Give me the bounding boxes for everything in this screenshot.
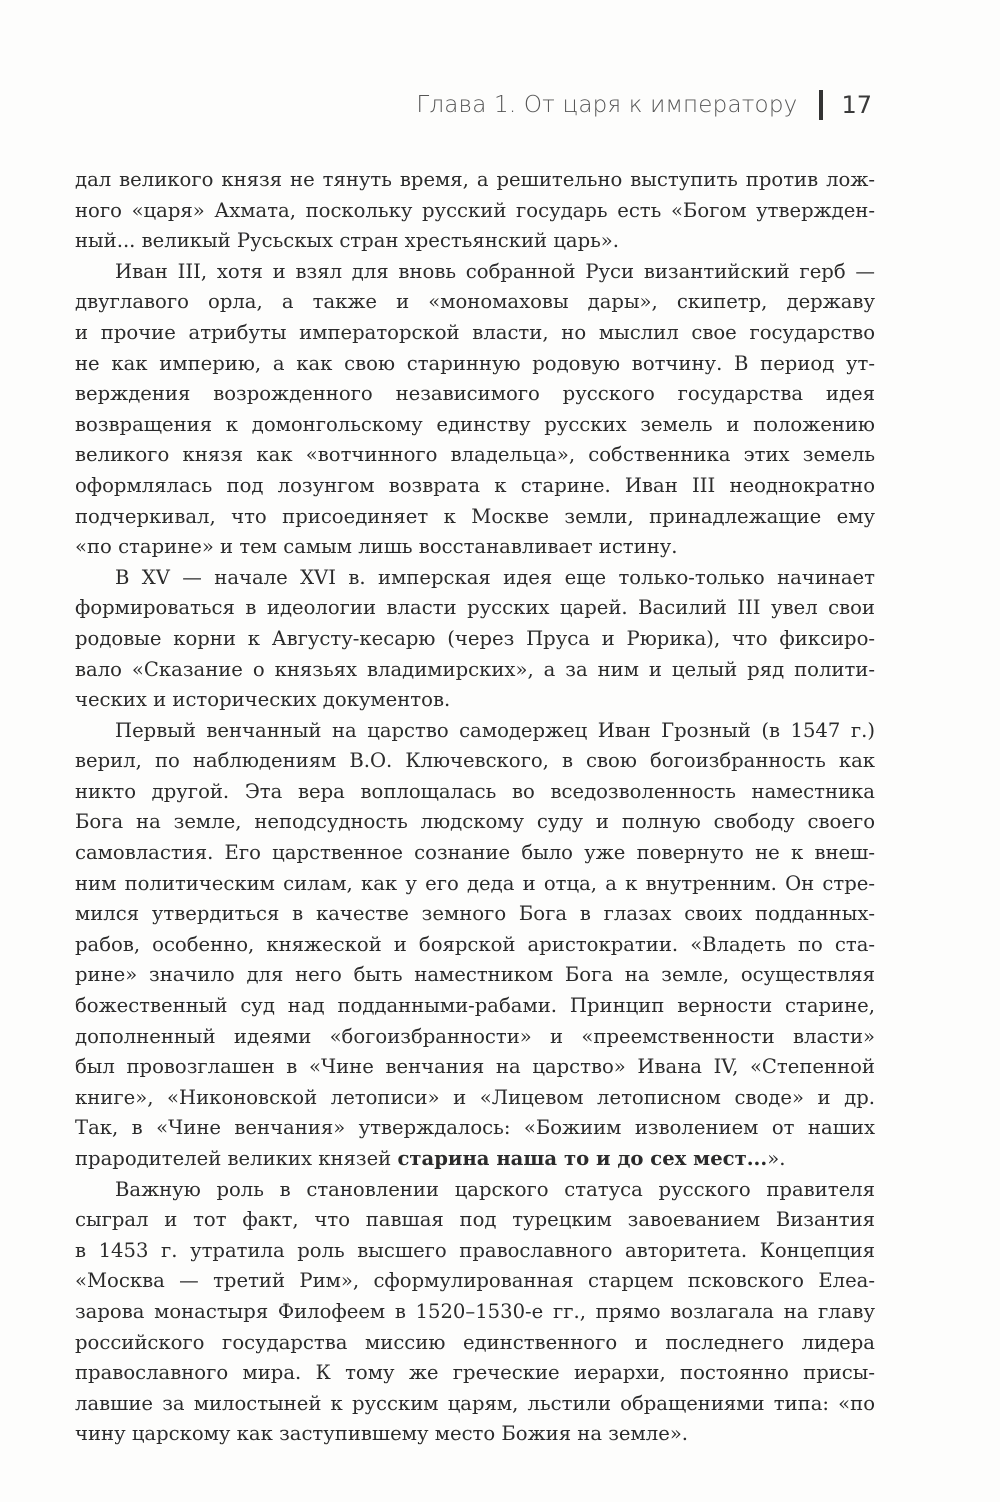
text-line: оформлялась под лозунгом возврата к старине. Иван III неоднократно xyxy=(75,473,875,497)
text-line: В XV — начале XVI в. имперская идея еще только-только начинает xyxy=(115,565,875,589)
text-line: рине» значило для него быть наместником Бога на земле, осуществляя xyxy=(75,963,875,987)
text-line: верждения возрожденного независимого русского государства идея xyxy=(75,382,875,406)
text-line: Так, в «Чине венчания» утверждалось: «Божиим изволением от наших xyxy=(75,1116,875,1140)
text-line: дал великого князя не тянуть время, а решительно выступить против лож- xyxy=(75,168,875,191)
text-line: ним политическим силам, как у его деда и отца, а к внутренним. Он стре- xyxy=(75,871,875,895)
text-line: не как империю, а как свою старинную родовую вотчину. В период ут- xyxy=(75,351,875,375)
text-line: в 1453 г. утратила роль высшего православного авторитета. Концепция xyxy=(75,1238,875,1262)
text-line: «по старине» и тем самым лишь восстанавливает истину. xyxy=(75,535,678,559)
text-line: российского государства миссию единственного и последнего лидера xyxy=(75,1330,875,1354)
text-line: Бога на земле, неподсудность людскому суду и полную свободу своего xyxy=(75,810,875,834)
text-line: никто другой. Эта вера воплощалась во вседозволенность наместника xyxy=(75,779,875,803)
header-divider xyxy=(819,90,823,120)
chapter-title: Глава 1. От царя к императору xyxy=(416,92,798,118)
text-line: формироваться в идеологии власти русских царей. Василий III увел свои xyxy=(75,596,875,620)
text-line: подчеркивал, что присоединяет к Москве земли, принадлежащие ему xyxy=(75,504,875,528)
paragraph-3 xyxy=(75,563,875,716)
text-line: книге», «Никоновской летописи» и «Лицевом летописном своде» и др. xyxy=(75,1085,875,1109)
page-number: 17 xyxy=(841,91,872,119)
text-line: родовые корни к Августу-кесарю (через Пруса и Рюрика), что фиксиро- xyxy=(75,626,875,650)
text-line: Первый венчанный на царство самодержец Иван Грозный (в 1547 г.) xyxy=(115,718,875,742)
text-line: зарова монастыря Филофеем в 1520–1530-е гг., прямо возлагала на главу xyxy=(75,1299,875,1323)
text-line: был провозглашен в «Чине венчания на царство» Ивана IV, «Степенной xyxy=(75,1055,875,1079)
paragraph-1 xyxy=(75,165,875,257)
body-text xyxy=(75,165,875,1450)
text-run: ». xyxy=(767,1147,786,1170)
text-line: рабов, особенно, княжеской и боярской аристократии. «Владеть по ста- xyxy=(75,932,875,956)
text-line: самовластия. Его царственное сознание было уже повернуто не к внеш- xyxy=(75,841,875,865)
text-line: великого князя как «вотчинного владельца», собственника этих земель xyxy=(75,443,875,467)
text-line: Важную роль в становлении царского статуса русского правителя xyxy=(115,1177,875,1201)
text-line: ного «царя» Ахмата, поскольку русский государь есть «Богом утвержден- xyxy=(75,198,875,222)
text-line: ный... великый Русьскых стран хрестьянский царь». xyxy=(75,229,620,253)
text-line: сыграл и тот факт, что павшая под турецким завоеванием Византия xyxy=(75,1208,875,1232)
text-line: вало «Сказание о князьях владимирских», а за ним и целый ряд полити- xyxy=(75,657,875,681)
text-line: божественный суд над подданными-рабами. Принцип верности старине, xyxy=(75,994,875,1018)
text-line: верил, по наблюдениям В.О. Ключевского, в свою богоизбранность как xyxy=(75,749,875,773)
text-line: ческих и исторических документов. xyxy=(75,688,451,712)
text-line: возвращения к домонгольскому единству русских земель и положению xyxy=(75,412,875,436)
text-run: прародителей великих князей xyxy=(75,1147,398,1170)
paragraph-4 xyxy=(75,716,875,1175)
text-line: чину царскому как заступившему место Божия на земле». xyxy=(75,1422,689,1446)
text-line: мился утвердиться в качестве земного Бога в глазах своих подданных- xyxy=(75,902,875,926)
text-line xyxy=(75,1144,875,1175)
bold-quote: старина наша то и до сех мест... xyxy=(397,1147,768,1170)
text-line: православного мира. К тому же греческие иерархи, постоянно присы- xyxy=(75,1361,875,1385)
text-line: и прочие атрибуты императорской власти, но мыслил свое государство xyxy=(75,320,875,344)
text-line: «Москва — третий Рим», сформулированная старцем псковского Елеа- xyxy=(75,1269,875,1293)
paragraph-2 xyxy=(75,257,875,563)
text-line: лавшие за милостыней к русским царям, льстили обращениями типа: «по xyxy=(75,1391,875,1415)
text-line: Иван III, хотя и взял для вновь собранной Руси византийский герб — xyxy=(115,259,875,283)
text-line: дополненный идеями «богоизбранности» и «преемственности власти» xyxy=(75,1024,875,1048)
text-line: двуглавого орла, а также и «мономаховы дары», скипетр, державу xyxy=(75,290,875,314)
paragraph-5 xyxy=(75,1175,875,1450)
running-head xyxy=(416,90,872,120)
